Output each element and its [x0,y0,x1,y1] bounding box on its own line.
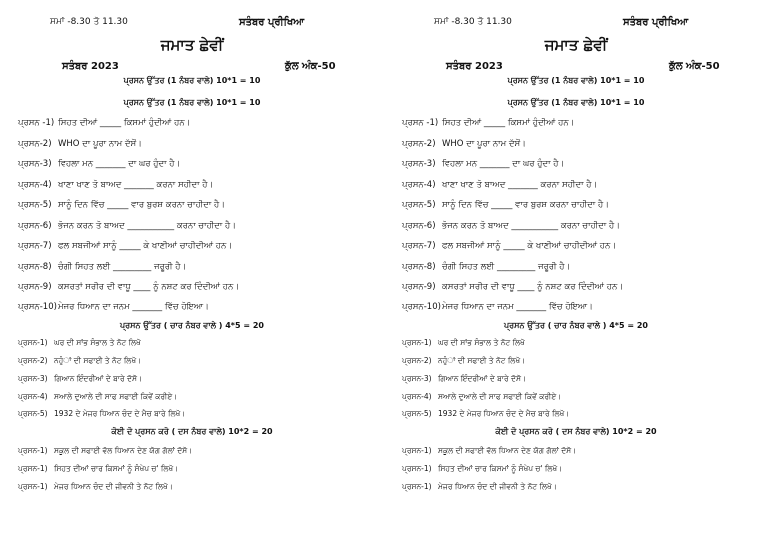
question-item [18,392,177,402]
question-label: ਪ੍ਰਸਨ-1) [18,446,48,455]
total-marks: ਕੁੱਲ ਅੰਕ-50 [285,61,336,72]
question-text: ਗਿਆਨ ਇੰਦਰੀਆਂ ਦੇ ਬਾਰੇ ਦੱਸੋ। [438,374,527,383]
question-item [18,282,239,292]
question-label: ਪ੍ਰਸਨ-4) [402,392,432,401]
question-text: ਘਰ ਦੀ ਸਾਂਭ ਸੰਭਾਲ ਤੇ ਨੋਟ ਲਿਖੋ [54,338,141,347]
question-item [18,374,142,384]
question-item [402,302,593,312]
question-text: ਕਸਰਤਾਂ ਸਰੀਰ ਦੀ ਵਾਧੂ ____ ਨੂੰ ਨਸ਼ਟ ਕਰ ਦਿੰਦੀਆਂ ਹਨ। [58,282,240,292]
question-text: ਘਰ ਦੀ ਸਾਂਭ ਸੰਭਾਲ ਤੇ ਨੋਟ ਲਿਖੋ [438,338,525,347]
question-text: ਮੇਜਰ ਧਿਆਨ ਚੰਦ ਦੀ ਜੀਵਨੀ ਤੇ ਨੋਟ ਲਿਖੋ। [54,482,173,491]
right-copy [384,0,768,543]
question-label: ਪ੍ਰਸਨ-5) [18,409,48,418]
question-text: ਸਿਹਤ ਦੀਆਂ _____ ਕਿਸਮਾਂ ਹੁੰਦੀਆਂ ਹਨ। [442,118,575,128]
question-item [402,159,564,169]
exam-month: ਸਤੰਬਰ 2023 [62,61,119,72]
question-item [18,241,232,251]
question-label: ਪ੍ਰਸਨ-6) [18,221,52,231]
question-text: ਸਿਹਤ ਦੀਆਂ ਚਾਰ ਕਿਸਮਾਂ ਨੂੰ ਸੰਖੇਪ ਚ' ਲਿਖੋ। [438,464,563,473]
question-item [402,200,609,210]
question-label: ਪ੍ਰਸਨ-1) [18,464,48,473]
question-text: ਖਾਣਾ ਖਾਣ ਤੋ ਬਾਅਦ _______ ਕਰਨਾ ਸਹੀਦਾ ਹੈ। [58,180,214,190]
question-text: ਭੋਜਨ ਕਰਨ ਤੋ ਬਾਅਦ ___________ ਕਰਨਾ ਚਾਹੀਦਾ ਹੈ। [58,221,236,231]
exam-month: ਸਤੰਬਰ 2023 [446,61,503,72]
question-item [18,482,173,492]
question-item [18,338,141,348]
question-item [18,221,236,231]
question-label: ਪ੍ਰਸਨ-1) [402,446,432,455]
question-label: ਪ੍ਰਸਨ-7) [18,241,52,251]
question-label: ਪ੍ਰਸਨ -1) [18,118,55,128]
question-label: ਪ੍ਰਸਨ-10) [18,302,57,312]
section2-heading: ਪ੍ਰਸਨ ਉੱਤਰ ( ਚਾਰ ਨੰਬਰ ਵਾਲੇ ) 4*5 = 20 [504,321,648,330]
section3-heading: ਕੋਈ ਦੋ ਪ੍ਰਸਨ ਕਰੋ ( ਦਸ ਨੰਬਰ ਵਾਲੇ) 10*2 = 20 [495,427,657,436]
question-label: ਪ੍ਰਸਨ-1) [18,338,48,347]
question-label: ਪ੍ਰਸਨ-2) [18,356,48,365]
section1-heading: ਪ੍ਰਸਨ ਉੱਤਰ (1 ਨੰਬਰ ਵਾਲੇ) 10*1 = 10 [507,98,645,107]
question-label: ਪ੍ਰਸਨ-1) [402,338,432,347]
question-text: WHO ਦਾ ਪੂਰਾ ਨਾਮ ਦੱਸੋਂ। [58,139,142,149]
exam-time: ਸਮਾਂ -8.30 ਤੋ 11.30 [50,17,128,27]
question-label: ਪ੍ਰਸਨ-1) [402,482,432,491]
section1-heading: ਪ੍ਰਸਨ ਉੱਤਰ (1 ਨੰਬਰ ਵਾਲੇ) 10*1 = 10 [123,98,261,107]
question-item [402,338,525,348]
question-label: ਪ੍ਰਸਨ-5) [402,409,432,418]
question-text: ਫਲ ਸਬਜੀਆਂ ਸਾਨੂੰ _____ ਕੇ ਖਾਣੀਆਂ ਚਾਹੀਦੀਆਂ ਹਨ। [58,241,233,251]
question-item [18,409,185,419]
question-label: ਪ੍ਰਸਨ-2) [402,139,436,149]
question-text: ਮੇਜਰ ਧਿਆਨ ਦਾ ਜਨਮ _______ ਵਿੱਚ ਹੋਇਆ। [58,302,209,312]
question-label: ਪ੍ਰਸਨ-7) [402,241,436,251]
question-text: ਚੰਗੀ ਸਿਹਤ ਲਈ _________ ਜਰੂਰੀ ਹੈ। [58,262,187,272]
question-item [18,446,192,456]
question-text: ਸਆਲੇ ਦੁਆਲੇ ਦੀ ਸਾਫ ਸਫਾਈ ਕਿਵੇਂ ਕਰੀਏ। [438,392,562,401]
question-text: ਸਾਨੂੰ ਦਿਨ ਵਿੱਚ _____ ਵਾਰ ਬੁਰਸ਼ ਕਰਨਾ ਚਾਹੀਦਾ ਹੈ। [58,200,225,210]
question-item [402,409,569,419]
question-item [402,180,597,190]
question-item [18,200,225,210]
question-label: ਪ੍ਰਸਨ-6) [402,221,436,231]
question-item [18,139,142,149]
question-item [18,302,209,312]
question-item [18,159,180,169]
question-item [402,356,525,366]
question-label: ਪ੍ਰਸਨ -1) [402,118,439,128]
question-text: ਫਲ ਸਬਜੀਆਂ ਸਾਨੂੰ _____ ਕੇ ਖਾਣੀਆਂ ਚਾਹੀਦੀਆਂ ਹਨ। [442,241,617,251]
question-item [18,262,186,272]
question-label: ਪ੍ਰਸਨ-4) [402,180,436,190]
question-text: ਸਾਨੂੰ ਦਿਨ ਵਿੱਚ _____ ਵਾਰ ਬੁਰਸ਼ ਕਰਨਾ ਚਾਹੀਦਾ ਹੈ। [442,200,609,210]
class-title: ਜਮਾਤ ਛੇਵੀਂ [160,36,224,54]
question-label: ਪ੍ਰਸਨ-9) [402,282,436,292]
question-item [402,282,623,292]
question-text: ਖਾਣਾ ਖਾਣ ਤੋ ਬਾਅਦ _______ ਕਰਨਾ ਸਹੀਦਾ ਹੈ। [442,180,598,190]
section2-heading: ਪ੍ਰਸਨ ਉੱਤਰ ( ਚਾਰ ਨੰਬਰ ਵਾਲੇ ) 4*5 = 20 [120,321,264,330]
question-text: ਸਿਹਤ ਦੀਆਂ ਚਾਰ ਕਿਸਮਾਂ ਨੂੰ ਸੰਖੇਪ ਚ' ਲਿਖੋ। [54,464,179,473]
question-text: ਭੋਜਨ ਕਰਨ ਤੋ ਬਾਅਦ ___________ ਕਰਨਾ ਚਾਹੀਦਾ ਹੈ। [442,221,620,231]
question-item [18,180,213,190]
question-text: ਕਸਰਤਾਂ ਸਰੀਰ ਦੀ ਵਾਧੂ ____ ਨੂੰ ਨਸ਼ਟ ਕਰ ਦਿੰਦੀਆਂ ਹਨ। [442,282,624,292]
question-item [402,262,570,272]
question-label: ਪ੍ਰਸਨ-1) [18,482,48,491]
question-text: ਵਿਹਲਾ ਮਨ _______ ਦਾ ਘਰ ਹੁੰਦਾ ਹੈ। [442,159,565,169]
question-label: ਪ੍ਰਸਨ-3) [402,374,432,383]
question-text: ਮੇਜਰ ਧਿਆਨ ਦਾ ਜਨਮ _______ ਵਿੱਚ ਹੋਇਆ। [442,302,593,312]
question-text: ਸਕੂਲ ਦੀ ਸਫਾਈ ਵੱਲ ਧਿਆਨ ਦੇਣ ਯੋਗ ਗੱਲਾਂ ਦੱਸੋ। [438,446,577,455]
question-label: ਪ੍ਰਸਨ-8) [18,262,52,272]
question-item [18,464,178,474]
question-text: ਨਹੁੰਾਂ ਦੀ ਸਫਾਈ ਤੇ ਨੋਟ ਲਿਖੋ। [438,356,526,365]
question-text: ਨਹੁੰਾਂ ਦੀ ਸਫਾਈ ਤੇ ਨੋਟ ਲਿਖੋ। [54,356,142,365]
question-item [402,139,526,149]
question-label: ਪ੍ਰਸਨ-4) [18,392,48,401]
exam-name: ਸਤੰਬਰ ਪ੍ਰੀਖਿਆ [239,17,305,28]
section1-heading: ਪ੍ਰਸਨ ਉੱਤਰ (1 ਨੰਬਰ ਵਾਲੇ) 10*1 = 10 [123,76,261,85]
question-label: ਪ੍ਰਸਨ-2) [402,356,432,365]
question-label: ਪ੍ਰਸਨ-9) [18,282,52,292]
exam-time: ਸਮਾਂ -8.30 ਤੋ 11.30 [434,17,512,27]
question-text: ਸਕੂਲ ਦੀ ਸਫਾਈ ਵੱਲ ਧਿਆਨ ਦੇਣ ਯੋਗ ਗੱਲਾਂ ਦੱਸੋ। [54,446,193,455]
question-item [402,374,526,384]
question-label: ਪ੍ਰਸਨ-3) [18,159,52,169]
total-marks: ਕੁੱਲ ਅੰਕ-50 [669,61,720,72]
question-item [402,464,562,474]
question-label: ਪ੍ਰਸਨ-10) [402,302,441,312]
question-item [18,118,190,128]
question-label: ਪ੍ਰਸਨ-5) [402,200,436,210]
question-label: ਪ੍ਰਸਨ-3) [18,374,48,383]
question-item [402,221,620,231]
question-label: ਪ੍ਰਸਨ-8) [402,262,436,272]
question-label: ਪ੍ਰਸਨ-5) [18,200,52,210]
question-item [402,446,576,456]
section1-heading: ਪ੍ਰਸਨ ਉੱਤਰ (1 ਨੰਬਰ ਵਾਲੇ) 10*1 = 10 [507,76,645,85]
class-title: ਜਮਾਤ ਛੇਵੀਂ [544,36,608,54]
question-text: ਮੇਜਰ ਧਿਆਨ ਚੰਦ ਦੀ ਜੀਵਨੀ ਤੇ ਨੋਟ ਲਿਖੋ। [438,482,557,491]
question-text: ਗਿਆਨ ਇੰਦਰੀਆਂ ਦੇ ਬਾਰੇ ਦੱਸੋ। [54,374,143,383]
question-item [402,241,616,251]
question-text: 1932 ਦੇ ਮੇਜਰ ਧਿਆਨ ਚੰਦ ਦੇ ਮੈਚ ਬਾਰੇ ਲਿਖੋ। [438,409,570,418]
question-text: WHO ਦਾ ਪੂਰਾ ਨਾਮ ਦੱਸੋਂ। [442,139,526,149]
question-text: ਸਆਲੇ ਦੁਆਲੇ ਦੀ ਸਾਫ ਸਫਾਈ ਕਿਵੇਂ ਕਰੀਏ। [54,392,178,401]
question-text: ਸਿਹਤ ਦੀਆਂ _____ ਕਿਸਮਾਂ ਹੁੰਦੀਆਂ ਹਨ। [58,118,191,128]
question-text: ਚੰਗੀ ਸਿਹਤ ਲਈ _________ ਜਰੂਰੀ ਹੈ। [442,262,571,272]
exam-name: ਸਤੰਬਰ ਪ੍ਰੀਖਿਆ [623,17,689,28]
section3-heading: ਕੋਈ ਦੋ ਪ੍ਰਸਨ ਕਰੋ ( ਦਸ ਨੰਬਰ ਵਾਲੇ) 10*2 = 20 [111,427,273,436]
question-label: ਪ੍ਰਸਨ-4) [18,180,52,190]
question-text: ਵਿਹਲਾ ਮਨ _______ ਦਾ ਘਰ ਹੁੰਦਾ ਹੈ। [58,159,181,169]
question-label: ਪ੍ਰਸਨ-2) [18,139,52,149]
question-label: ਪ੍ਰਸਨ-3) [402,159,436,169]
question-item [402,118,574,128]
question-item [402,392,561,402]
question-item [18,356,141,366]
question-item [402,482,557,492]
question-label: ਪ੍ਰਸਨ-1) [402,464,432,473]
question-text: 1932 ਦੇ ਮੇਜਰ ਧਿਆਨ ਚੰਦ ਦੇ ਮੈਚ ਬਾਰੇ ਲਿਖੋ। [54,409,186,418]
